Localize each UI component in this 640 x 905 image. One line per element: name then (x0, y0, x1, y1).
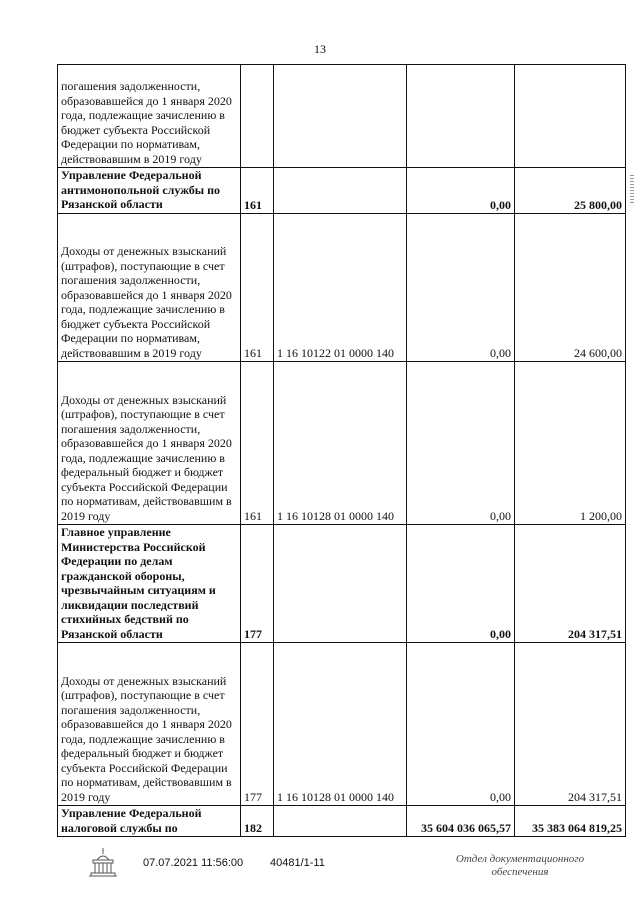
stamp-line: обеспечения (491, 866, 549, 878)
table-row (58, 643, 626, 806)
row-plan-amount: 35 604 036 065,57 (407, 806, 515, 837)
row-name: Главное управление Министерства Российской Федерации по делам гражданской обороны, чрезвычайным ситуациям и ликвидации последствий стихийных бедствий по Рязанской области (58, 525, 241, 643)
row-admin-code: 161 (241, 168, 274, 214)
row-plan-amount: 0,00 (407, 525, 515, 643)
row-budget-code: 1 16 10128 01 0000 140 (274, 643, 407, 806)
row-plan-amount: 0,00 (407, 643, 515, 806)
row-fact-amount: 24 600,00 (515, 214, 626, 362)
row-budget-code: 1 16 10122 01 0000 140 (274, 214, 407, 362)
row-budget-code (274, 168, 407, 214)
row-budget-code: 1 16 10128 01 0000 140 (274, 362, 407, 525)
row-admin-code: 161 (241, 214, 274, 362)
scan-artifact (630, 175, 634, 205)
row-admin-code: 177 (241, 643, 274, 806)
row-fact-amount: 204 317,51 (515, 643, 626, 806)
stamp-line: Отдел документационного (455, 853, 585, 865)
duma-building-logo-icon (88, 846, 118, 880)
row-name: Доходы от денежных взысканий (штрафов), поступающие в счет погашения задолженности, образовавшейся до 1 января 2020 года, подлежащие зачислению в федеральный бюджет и бюджет субъекта Российской Федерации по нормативам, действовавшим в 2019 году (58, 643, 241, 806)
row-budget-code (274, 65, 407, 168)
row-plan-amount: 0,00 (407, 168, 515, 214)
row-fact-amount: 1 200,00 (515, 362, 626, 525)
table-row (58, 806, 626, 837)
page-number: 13 (314, 42, 326, 56)
row-name: Управление Федеральной налоговой службы по (58, 806, 241, 837)
row-budget-code (274, 806, 407, 837)
row-admin-code: 177 (241, 525, 274, 643)
table-row (58, 362, 626, 525)
row-admin-code: 182 (241, 806, 274, 837)
row-admin-code (241, 65, 274, 168)
footer-datetime: 07.07.2021 11:56:00 (143, 857, 244, 869)
table-row (58, 168, 626, 214)
row-admin-code: 161 (241, 362, 274, 525)
row-fact-amount (515, 65, 626, 168)
row-budget-code (274, 525, 407, 643)
row-fact-amount: 204 317,51 (515, 525, 626, 643)
row-plan-amount: 0,00 (407, 362, 515, 525)
table-row (58, 65, 626, 168)
row-fact-amount: 25 800,00 (515, 168, 626, 214)
revenue-table (57, 64, 626, 837)
row-name: погашения задолженности, образовавшейся до 1 января 2020 года, подлежащие зачислению в бюджет субъекта Российской Федерации по нормативам, действовавшим в 2019 году (58, 65, 241, 168)
row-plan-amount: 0,00 (407, 214, 515, 362)
row-plan-amount (407, 65, 515, 168)
department-stamp (440, 853, 600, 879)
row-name: Доходы от денежных взысканий (штрафов), поступающие в счет погашения задолженности, образовавшейся до 1 января 2020 года, подлежащие зачислению в бюджет субъекта Российской Федерации по нормативам, действовавшим в 2019 году (58, 214, 241, 362)
row-fact-amount: 35 383 064 819,25 (515, 806, 626, 837)
row-name: Управление Федеральной антимонопольной службы по Рязанской области (58, 168, 241, 214)
table-row (58, 525, 626, 643)
footer-reg-number: 40481/1-11 (270, 857, 325, 869)
row-name: Доходы от денежных взысканий (штрафов), поступающие в счет погашения задолженности, образовавшейся до 1 января 2020 года, подлежащие зачислению в федеральный бюджет и бюджет субъекта Российской Федерации по нормативам, действовавшим в 2019 году (58, 362, 241, 525)
table-row (58, 214, 626, 362)
